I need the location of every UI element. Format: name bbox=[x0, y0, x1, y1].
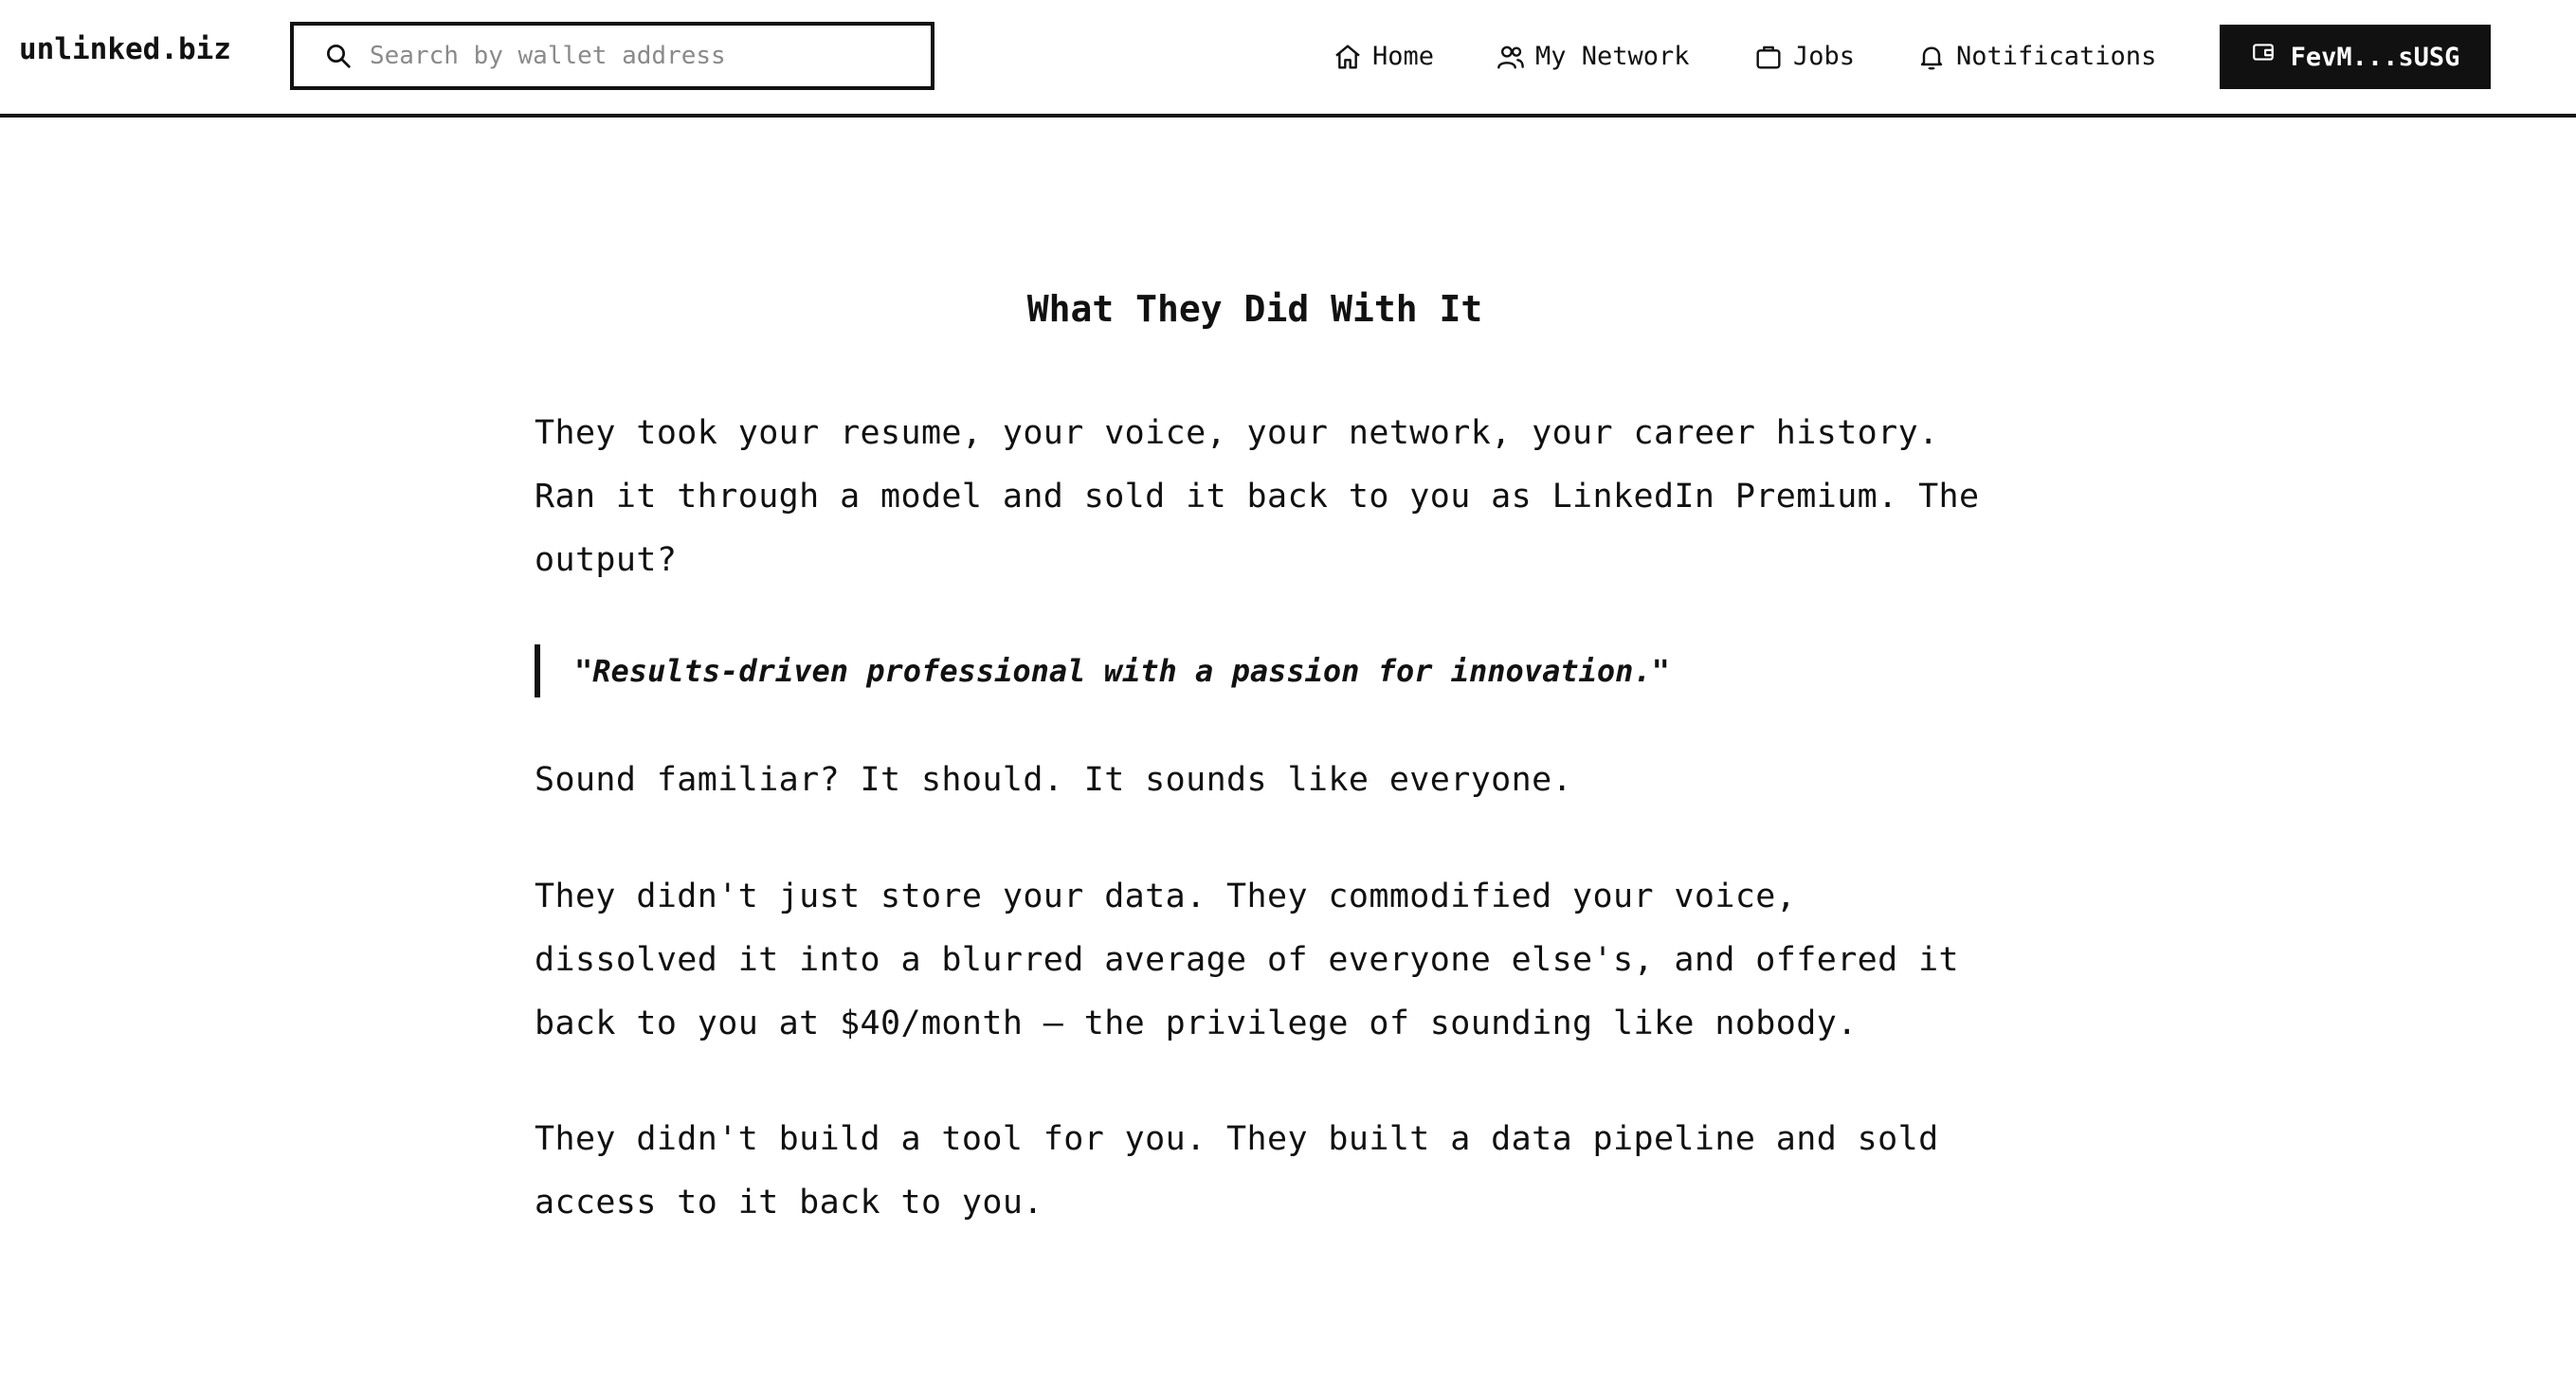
search-input[interactable] bbox=[370, 42, 900, 70]
site-logo[interactable]: unlinked.biz bbox=[19, 32, 231, 66]
paragraph-familiar: Sound familiar? It should. It sounds like everyone. bbox=[535, 761, 1573, 799]
bell-icon bbox=[1916, 42, 1947, 72]
nav-home[interactable] bbox=[1333, 38, 1434, 76]
home-icon bbox=[1333, 42, 1363, 72]
nav-my-network[interactable] bbox=[1496, 38, 1690, 76]
wallet-address-label: FevM...sUSG bbox=[2290, 42, 2460, 72]
nav-home-label: Home bbox=[1372, 42, 1435, 71]
nav-my-network-label: My Network bbox=[1535, 42, 1690, 71]
paragraph-commodified: They didn't just store your data. They commodified your voice, dissolved it into a blurred average of everyone else's, and offered it back to you at $40/month — the privilege of sounding like nobody. bbox=[535, 878, 1960, 1042]
paragraph-intro: They took your resume, your voice, your network, your career history. Ran it through a model and sold it back to you as LinkedIn Premium. The output? bbox=[535, 414, 1980, 579]
nav-jobs-label: Jobs bbox=[1793, 42, 1856, 71]
paragraph-pipeline: They didn't build a tool for you. They built a data pipeline and sold access to it back to you. bbox=[535, 1120, 1939, 1222]
top-nav-bar bbox=[0, 0, 2576, 118]
search-box[interactable] bbox=[290, 22, 934, 90]
search-icon bbox=[324, 42, 353, 70]
nav-notifications-label: Notifications bbox=[1956, 42, 2157, 71]
nav-notifications[interactable] bbox=[1916, 38, 2156, 76]
wallet-icon bbox=[2251, 40, 2276, 64]
briefcase-icon bbox=[1753, 42, 1784, 72]
pull-quote: "Results-driven professional with a passion for innovation." bbox=[535, 644, 1670, 697]
nav-jobs[interactable] bbox=[1753, 38, 1855, 76]
section-title: What They Did With It bbox=[1026, 288, 1483, 330]
wallet-button[interactable] bbox=[2220, 25, 2491, 89]
people-icon bbox=[1496, 42, 1526, 72]
